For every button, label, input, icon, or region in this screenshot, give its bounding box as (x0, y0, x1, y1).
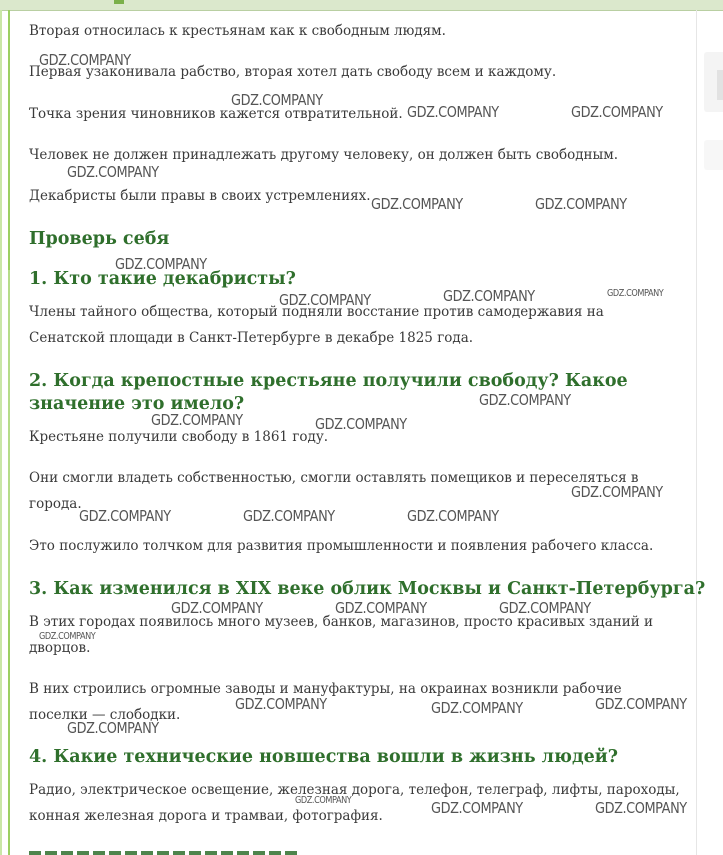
question-heading: 3. Как изменился в XIX веке облик Москвы и Санкт-Петербурга? (29, 579, 706, 599)
watermark: GDZ.COMPANY (479, 391, 571, 409)
watermark: GDZ.COMPANY (607, 288, 664, 299)
top-border (0, 0, 723, 11)
question-heading: 2. Когда крепостные крестьяне получили свободу? Какое (29, 371, 628, 391)
watermark: GDZ.COMPANY (39, 631, 96, 642)
watermark: GDZ.COMPANY (39, 51, 131, 69)
watermark: GDZ.COMPANY (371, 195, 463, 213)
question-heading: 4. Какие технические новшества вошли в жизнь людей? (29, 747, 618, 767)
watermark: GDZ.COMPANY (443, 287, 535, 305)
watermark: GDZ.COMPANY (499, 599, 591, 617)
paragraph: Декабристы были правы в своих устремлениях. (29, 188, 371, 204)
section-heading: Проверь себя (29, 229, 170, 249)
watermark: GDZ.COMPANY (595, 799, 687, 817)
watermark: GDZ.COMPANY (231, 91, 323, 109)
side-widget-secondary[interactable] (704, 140, 723, 170)
answer-text: дворцов. (29, 640, 91, 656)
answer-text: Члены тайного общества, который подняли восстание против самодержавия на (29, 304, 604, 320)
next-heading-partial (29, 848, 299, 855)
paragraph: Первая узаконивала рабство, вторая хотел дать свободу всем и каждому. (29, 64, 557, 80)
paragraph: Вторая относилась к крестьянам как к свободным людям. (29, 23, 446, 39)
answer-text: Они смогли владеть собственностью, смогли оставлять помещиков и переселяться в (29, 470, 639, 486)
watermark: GDZ.COMPANY (151, 411, 243, 429)
watermark: GDZ.COMPANY (243, 507, 335, 525)
question-heading: значение это имело? (29, 394, 245, 414)
watermark: GDZ.COMPANY (407, 103, 499, 121)
side-widget-handle[interactable] (717, 70, 723, 100)
answer-text: города. (29, 496, 82, 512)
watermark: GDZ.COMPANY (235, 695, 327, 713)
watermark: GDZ.COMPANY (595, 695, 687, 713)
answer-text: Крестьяне получили свободу в 1861 году. (29, 429, 329, 445)
answer-text: Сенатской площади в Санкт-Петербурге в декабре 1825 года. (29, 330, 474, 346)
answer-text: Это послужило толчком для развития промышленности и появления рабочего класса. (29, 538, 654, 554)
watermark: GDZ.COMPANY (407, 507, 499, 525)
watermark: GDZ.COMPANY (171, 599, 263, 617)
watermark: GDZ.COMPANY (535, 195, 627, 213)
paragraph: Человек не должен принадлежать другому человеку, он должен быть свободным. (29, 147, 619, 163)
left-accent-rule-outer (0, 10, 2, 855)
watermark: GDZ.COMPANY (79, 507, 171, 525)
paragraph: Точка зрения чиновников кажется отвратительной. (29, 106, 403, 122)
watermark: GDZ.COMPANY (335, 599, 427, 617)
watermark: GDZ.COMPANY (115, 255, 207, 273)
answer-text: В них строились огромные заводы и мануфактуры, на окраинах возникли рабочие (29, 681, 622, 697)
watermark: GDZ.COMPANY (571, 103, 663, 121)
answer-text: поселки — слободки. (29, 707, 181, 723)
right-divider (696, 10, 697, 855)
question-heading: 1. Кто такие декабристы? (29, 269, 296, 289)
watermark: GDZ.COMPANY (571, 483, 663, 501)
answer-text: Радио, электрическое освещение, железная дорога, телефон, телеграф, лифты, пароходы, (29, 782, 680, 798)
answer-text: В этих городах появилось много музеев, банков, магазинов, просто красивых зданий и (29, 614, 654, 630)
watermark: GDZ.COMPANY (431, 799, 523, 817)
watermark: GDZ.COMPANY (431, 699, 523, 717)
watermark: GDZ.COMPANY (67, 163, 159, 181)
top-tab-marker (114, 0, 124, 4)
watermark: GDZ.COMPANY (295, 795, 352, 806)
left-accent-rule (8, 10, 10, 855)
watermark: GDZ.COMPANY (279, 291, 371, 309)
watermark: GDZ.COMPANY (315, 415, 407, 433)
watermark: GDZ.COMPANY (67, 719, 159, 737)
answer-text: конная железная дорога и трамваи, фотография. (29, 808, 383, 824)
